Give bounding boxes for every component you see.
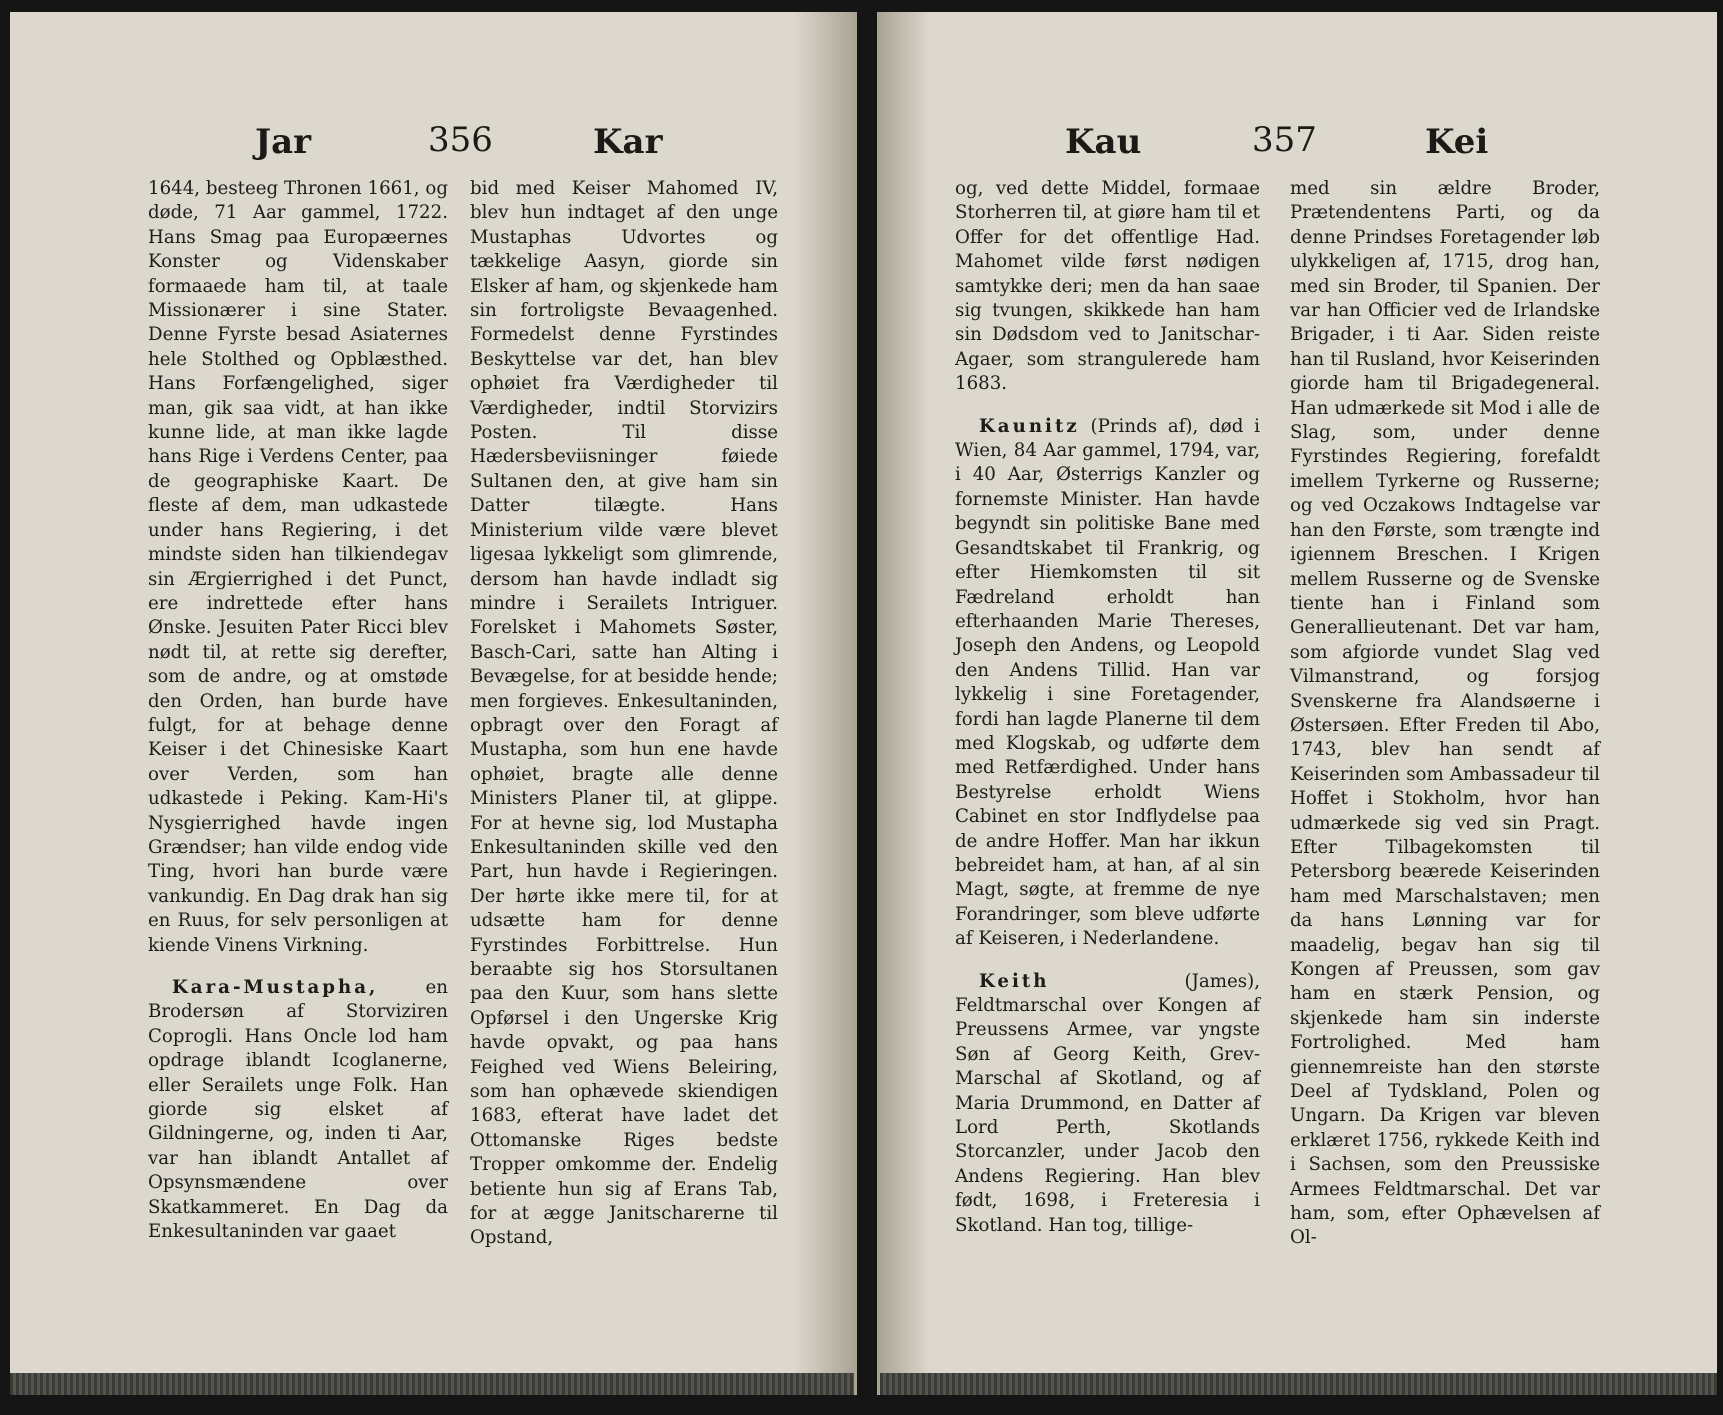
paragraph: og, ved dette Middel, formaae Storherren til, at giøre ham til et Offer for det offentlige Had. Mahomet vilde først nødigen samtykke deri; men da han saae sig tvungen, skikkede han ham sin Dødsdom ved to Janitschar-Agaer, som strangulerede ham 1683. (955, 178, 1260, 395)
gutter-shadow (880, 12, 930, 1395)
paragraph: 1644, besteeg Thronen 1661, og døde, 71 Aar gammel, 1722. Hans Smag paa Europæernes Konster og Videnskaber formaaede ham til, at taale Missionærer i sine Stater. Denne Fyrste besad Asiaternes hele Stolthed og Opblæsthed. Hans Forfængelighed, siger man, gik saa vidt, at han ikke kunne lide, at man ikke lagde hans Rige i Verdens Center, paa de geographiske Kaart. De fleste af dem, man udkastede under hans Regiering, i det mindste siden han tilkiendegav sin Ærgierrighed i det Punct, ere indrettede efter hans Ønske. Jesuiten Pater Ricci blev nødt til, at rette sig derefter, som de andre, og at omstøde den Orden, han burde have fulgt, for at behage denne Keiser i det Chinesiske Kaart over Verden, som han udkastede i Peking. Kam-Hi's Nysgierrighed havde ingen Grændser; han vilde endog vide Ting, hvori han burde være vankundig. En Dag drak han sig en Ruus, for selv personligen at kiende Vinens Virkning. (148, 178, 448, 956)
paragraph: bid med Keiser Mahomed IV, blev hun indtaget af den unge Mustaphas Udvortes og tækkelige Aasyn, giorde sin Elsker af ham, og skjenkede ham sin fortroligste Bevaagenhed. Formedelst denne Fyrstindes Beskyttelse var det, han blev ophøiet fra Værdigheder til Værdigheder, indtil Storvizirs Posten. Til disse Hædersbeviisninger føiede Sultanen den, at give ham sin Datter tilægte. Hans Ministerium vilde være blevet ligesaa lykkeligt som glimrende, dersom han havde indladt sig mindre i Serailets Intriguer. Forelsket i Mahomets Søster, Basch-Cari, satte han Alting i Bevægelse, for at besidde hende; men forgieves. Enkesultaninden, opbragt over den Foragt af Mustapha, som hun ene havde ophøiet, bragte alle denne Ministers Planer til, at glippe. For at hevne sig, lod Mustapha Enkesultaninden skille ved den Part, hun havde i Regieringen. Der hørte ikke mere til, for at udsætte ham for denne Fyrstindes Forbittrelse. Hun beraabte sig hos Storsultanen paa den Kuur, som hans slette Opførsel i den Ungerske Krig havde opvakt, og paa hans Feighed ved Wiens Beleiring, som han ophævede skiendigen 1683, efterat have ladet det Ottomanske Riges bedste Tropper omkomme der. Endelig betiente hun sig af Erans Tab, for at ægge Janitscharerne til Opstand, (470, 178, 778, 1249)
right-column-2 (1290, 177, 1600, 1251)
entry-keith (955, 970, 1260, 1238)
left-column-2 (470, 177, 778, 1251)
right-page (877, 12, 1717, 1395)
header-right-word: Kar (593, 122, 663, 162)
header-left-word: Jar (255, 122, 312, 162)
entry-text: (Prinds af), død i Wien, 84 Aar gammel, 1794, var, i 40 Aar, Østerrigs Kanzler og fornemste Minister. Han havde begyndt sin politiske Bane med Gesandtskabet til Frankrig, og efter Hiemkomsten til sit Fædreland erholdt han efterhaanden Marie Thereses, Joseph den Andens, og Leopold den Andens Tillid. Han var lykkelig i sine Foretagender, fordi han lagde Planerne til dem med Klogskab, og udførte dem med Retfærdighed. Under hans Bestyrelse erholdt Wiens Cabinet en stor Indflydelse paa de andre Hoffer. Man har ikkun bebreidet ham, at han, af al sin Magt, søgte, at fremme de nye Forandringer, som bleve udførte af Keiseren, i Nederlandene. (955, 415, 1260, 950)
entry-headword: Kaunitz (979, 415, 1080, 437)
entry-headword: Kara-Mustapha, (172, 977, 379, 998)
gutter-shadow (794, 12, 854, 1395)
book-edge (10, 1373, 854, 1395)
page-number: 356 (428, 120, 493, 160)
header-right-word: Kei (1425, 122, 1489, 162)
entry-text: (James), Feldtmarschal over Kongen af Preussens Armee, var yngste Søn af Georg Keith, Grev-Marschal af Skotland, og af Maria Drummond, en Datter af Lord Perth, Skotlands Storcanzler, under Jacob den Andens Regiering. Han blev født, 1698, i Freteresia i Skotland. Han tog, tillige- (955, 970, 1260, 1236)
entry-text: en Brodersøn af Storviziren Coprogli. Hans Oncle lod ham opdrage iblandt Icoglanerne, eller Serailets unge Folk. Han giorde sig elsket af Gildningerne, og, inden ti Aar, var han iblandt Antallet af Opsynsmændene over Skatkammeret. En Dag da Enkesultaninden var gaaet (148, 977, 448, 1243)
book-edge (880, 1373, 1717, 1395)
paragraph: med sin ældre Broder, Prætendentens Parti, og da denne Prindses Foretagender løb ulykkeligen af, 1715, drog han, med sin Broder, til Spanien. Der var han Officier ved de Irlandske Brigader, i ti Aar. Siden reiste han til Rusland, hvor Keiserinden giorde ham til Brigadegeneral. Han udmærkede sit Mod i alle de Slag, som, under denne Fyrstindes Regiering, forefaldt imellem Tyrkerne og Russerne; og ved Oczakows Indtagelse var han den Første, som trængte ind igiennem Breschen. I Krigen mellem Russerne og de Svenske tiente han i Finland som Generallieutenant. Det var ham, som afgiorde vundet Slag ved Vilmanstrand, og forsjog Svenskerne fra Alandsøerne i Østersøen. Efter Freden til Abo, 1743, blev han sendt af Keiserinden som Ambassadeur til Hoffet i Stokholm, hvor han udmærkede sig ved sin Pragt. Efter Tilbagekomsten til Petersborg beærede Keiserinden ham med Marschalstaven; men da hans Lønning var for maadelig, begav han sig til Kongen af Preussen, som gav ham en stærk Pension, og skjenkede ham sin inderste Fortrolighed. Med ham giennemreiste han den største Deel af Tydskland, Polen og Ungarn. Da Krigen var bleven erklæret 1756, rykkede Keith ind i Sachsen, som den Preussiske Armees Feldtmarschal. Det var ham, som, efter Ophævelsen af Ol- (1290, 178, 1600, 1249)
left-column-1 (148, 177, 448, 1244)
header-left-word: Kau (1065, 122, 1142, 162)
entry-headword: Keith (979, 970, 1050, 992)
left-page (10, 12, 857, 1395)
entry-kaunitz (955, 415, 1260, 952)
page-number: 357 (1252, 120, 1317, 160)
right-column-1 (955, 177, 1260, 1238)
entry-kara-mustapha (148, 976, 448, 1244)
right-running-header (880, 112, 1717, 172)
left-running-header (10, 112, 854, 172)
